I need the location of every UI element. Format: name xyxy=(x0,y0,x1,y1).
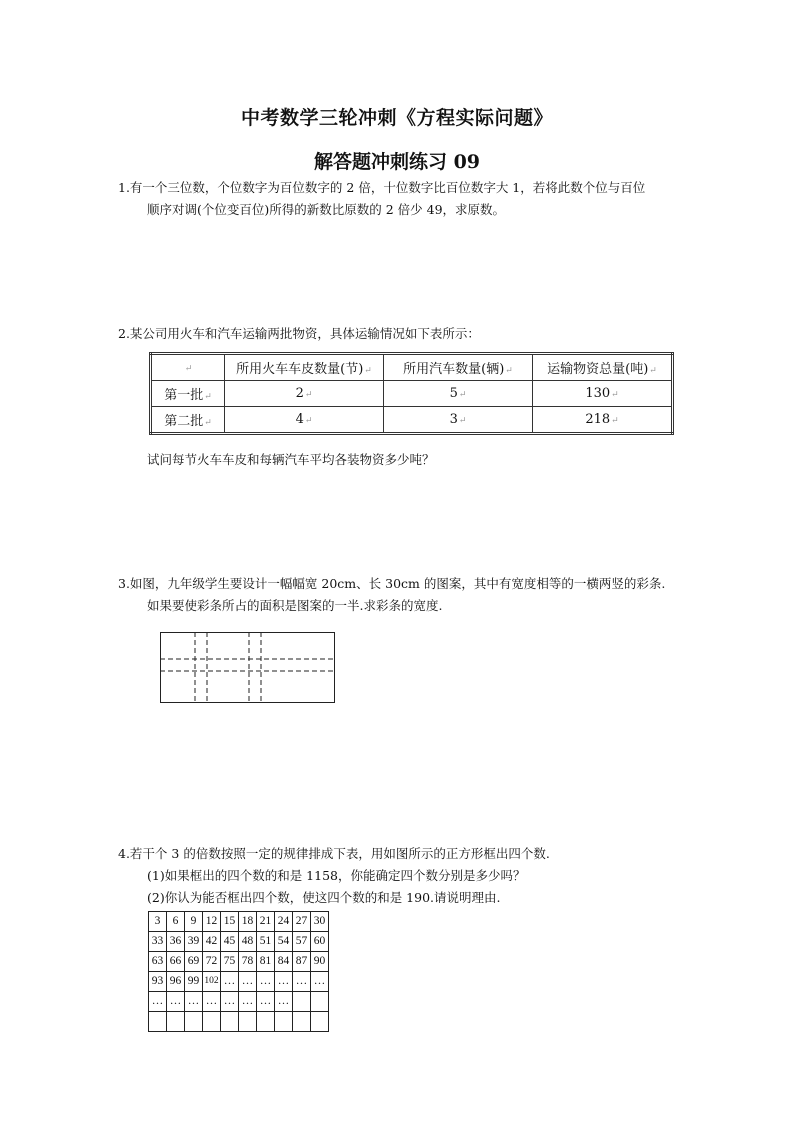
grid-cell: 60 xyxy=(311,932,329,952)
question-1-line-1: 1.有一个三位数，个位数字为百位数字的 2 倍，十位数字比百位数字大 1，若将此数个位与百位 xyxy=(118,180,646,195)
table-row xyxy=(151,407,673,434)
grid-cell: … xyxy=(167,992,185,1012)
grid-cell: 99 xyxy=(185,972,203,992)
grid-cell: 102 xyxy=(203,972,221,992)
grid-cell: 63 xyxy=(149,952,167,972)
grid-row xyxy=(149,932,329,952)
question-3-line-2: 如果要使彩条所占的面积是图案的一半.求彩条的宽度. xyxy=(147,598,443,613)
grid-cell: 33 xyxy=(149,932,167,952)
table-row xyxy=(151,381,673,407)
grid-cell: … xyxy=(275,972,293,992)
grid-cell: 27 xyxy=(293,912,311,932)
grid-cell: 48 xyxy=(239,932,257,952)
question-4-sub-2: (2)你认为能否框出四个数，使这四个数的和是 190.请说明理由. xyxy=(147,890,501,905)
grid-cell: … xyxy=(221,972,239,992)
table-cell: 5↵ xyxy=(384,381,533,407)
grid-cell: 90 xyxy=(311,952,329,972)
grid-row xyxy=(149,992,329,1012)
grid-cell: … xyxy=(275,992,293,1012)
question-2-followup xyxy=(147,449,435,471)
grid-cell: 81 xyxy=(257,952,275,972)
grid-cell: … xyxy=(311,972,329,992)
grid-cell: 21 xyxy=(257,912,275,932)
grid-cell: … xyxy=(257,992,275,1012)
grid-cell: 6 xyxy=(167,912,185,932)
question-1-line-2: 顺序对调(个位变百位)所得的新数比原数的 2 倍少 49，求原数。 xyxy=(147,202,506,217)
grid-cell xyxy=(311,992,329,1012)
grid-cell: 72 xyxy=(203,952,221,972)
grid-cell: … xyxy=(239,992,257,1012)
question-4-sub-1: (1)如果框出的四个数的和是 1158，你能确定四个数分别是多少吗？ xyxy=(147,868,526,883)
grid-cell: 78 xyxy=(239,952,257,972)
grid-cell: 12 xyxy=(203,912,221,932)
grid-cell xyxy=(293,1012,311,1032)
grid-cell: 42 xyxy=(203,932,221,952)
grid-cell: 96 xyxy=(167,972,185,992)
transport-table xyxy=(149,352,674,435)
table-cell: 第二批↵ xyxy=(151,407,225,434)
page-subtitle: 解答题冲刺练习 09 xyxy=(313,151,481,173)
grid-cell: … xyxy=(239,972,257,992)
grid-cell: 36 xyxy=(167,932,185,952)
grid-cell: 18 xyxy=(239,912,257,932)
grid-cell: 3 xyxy=(149,912,167,932)
grid-cell xyxy=(275,1012,293,1032)
question-3 xyxy=(118,573,665,617)
grid-cell: … xyxy=(203,992,221,1012)
grid-cell: 54 xyxy=(275,932,293,952)
grid-cell: 66 xyxy=(167,952,185,972)
table-cell: 130↵ xyxy=(533,381,673,407)
grid-cell xyxy=(293,992,311,1012)
grid-cell: 39 xyxy=(185,932,203,952)
grid-cell: … xyxy=(149,992,167,1012)
grid-cell: 15 xyxy=(221,912,239,932)
grid-cell: 57 xyxy=(293,932,311,952)
page-title: 中考数学三轮冲刺《方程实际问题》 xyxy=(240,107,553,129)
grid-cell: … xyxy=(257,972,275,992)
question-2 xyxy=(118,323,480,345)
table-header-row xyxy=(151,354,673,381)
grid-cell: 24 xyxy=(275,912,293,932)
grid-cell xyxy=(257,1012,275,1032)
grid-cell xyxy=(221,1012,239,1032)
grid-cell xyxy=(167,1012,185,1032)
grid-cell: … xyxy=(221,992,239,1012)
question-1 xyxy=(118,177,645,221)
pattern-border xyxy=(161,633,335,703)
grid-cell xyxy=(239,1012,257,1032)
grid-cell xyxy=(203,1012,221,1032)
table-header-cell: 运输物资总量(吨)↵ xyxy=(533,354,673,381)
multiples-grid xyxy=(148,911,329,1032)
grid-cell: 45 xyxy=(221,932,239,952)
table-cell: 218↵ xyxy=(533,407,673,434)
table-cell: 4↵ xyxy=(225,407,384,434)
question-4-line-1: 4.若干个 3 的倍数按照一定的规律排成下表，用如图所示的正方形框出四个数. xyxy=(118,846,550,861)
stripe-pattern-figure xyxy=(160,632,336,704)
table-header-cell: 所用汽车数量(辆)↵ xyxy=(384,354,533,381)
grid-cell: 93 xyxy=(149,972,167,992)
grid-cell: … xyxy=(293,972,311,992)
table-cell: 2↵ xyxy=(225,381,384,407)
grid-cell: 9 xyxy=(185,912,203,932)
grid-cell: 51 xyxy=(257,932,275,952)
grid-cell: 30 xyxy=(311,912,329,932)
table-header-cell: 所用火车车皮数量(节)↵ xyxy=(225,354,384,381)
table-cell: 3↵ xyxy=(384,407,533,434)
question-4 xyxy=(118,843,550,909)
grid-cell: 75 xyxy=(221,952,239,972)
grid-row xyxy=(149,952,329,972)
grid-cell xyxy=(149,1012,167,1032)
question-2-line-1: 2.某公司用火车和汽车运输两批物资，具体运输情况如下表所示： xyxy=(118,326,480,341)
grid-cell: 84 xyxy=(275,952,293,972)
grid-cell xyxy=(311,1012,329,1032)
grid-cell xyxy=(185,1012,203,1032)
grid-row xyxy=(149,972,329,992)
grid-row xyxy=(149,912,329,932)
question-2-question: 试问每节火车车皮和每辆汽车平均各装物资多少吨？ xyxy=(147,452,435,467)
grid-cell: 87 xyxy=(293,952,311,972)
table-cell: 第一批↵ xyxy=(151,381,225,407)
grid-cell: 69 xyxy=(185,952,203,972)
question-3-line-1: 3.如图，九年级学生要设计一幅幅宽 20cm、长 30cm 的图案，其中有宽度相等的一横两竖的彩条. xyxy=(118,576,666,591)
grid-cell: … xyxy=(185,992,203,1012)
table-header-cell: ↵ xyxy=(151,354,225,381)
grid-row xyxy=(149,1012,329,1032)
